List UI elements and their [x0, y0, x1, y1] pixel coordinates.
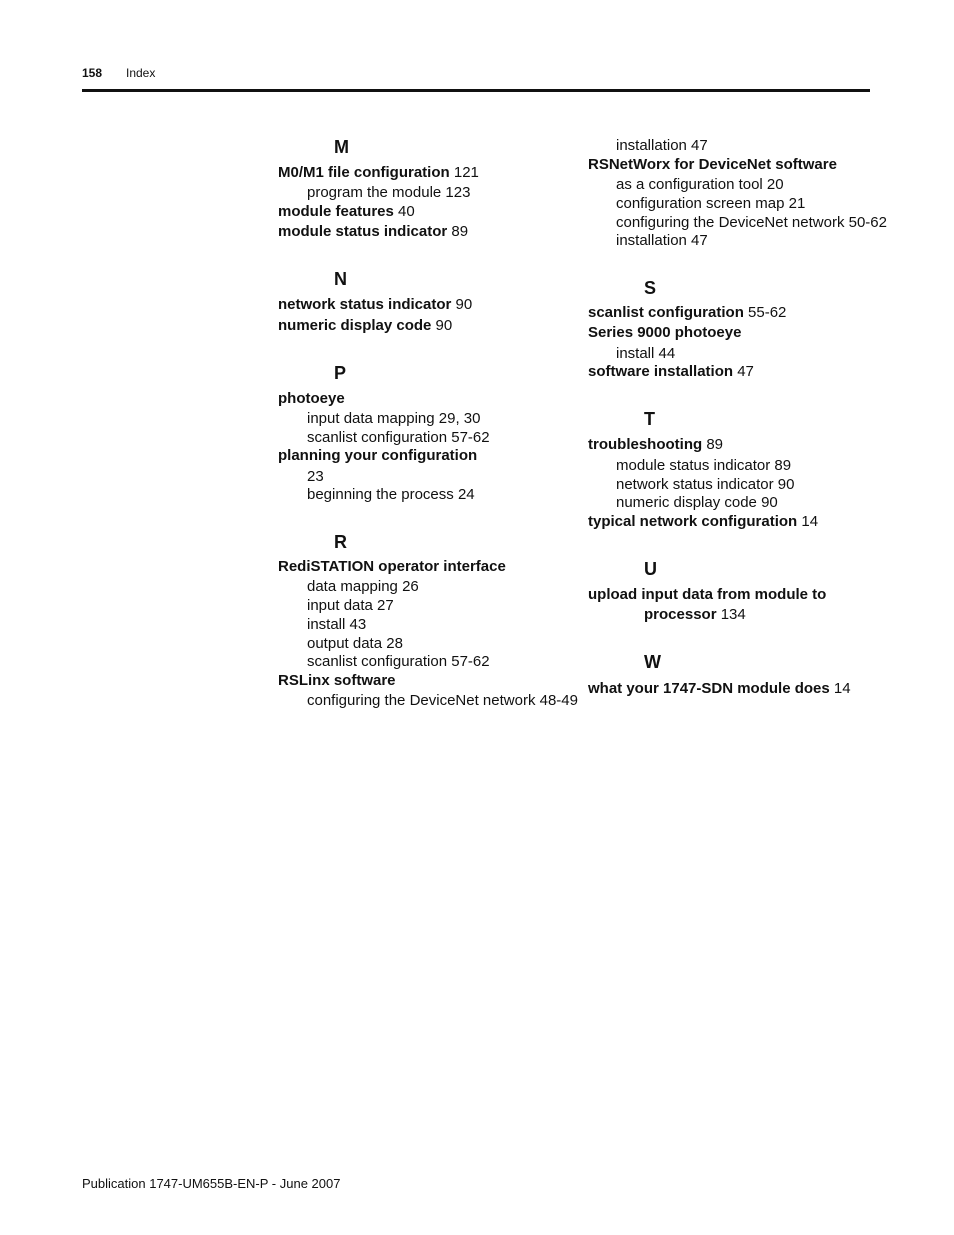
index-subentry: input data 27 — [307, 597, 394, 614]
index-term: scanlist configuration — [588, 304, 744, 321]
index-letter-n: N — [334, 269, 347, 289]
page-header — [82, 66, 870, 82]
index-subentry: installation 47 — [616, 232, 708, 249]
index-letter-m: M — [334, 137, 349, 157]
index-subentry: scanlist configuration 57-62 — [307, 653, 490, 670]
index-subentry: module status indicator 89 — [616, 457, 792, 474]
index-entry — [278, 316, 452, 335]
page-number: 158 — [82, 66, 103, 80]
index-subentry: output data 28 — [307, 635, 403, 652]
index-term: software installation — [588, 363, 734, 380]
header-rule — [82, 89, 870, 92]
index-term: network status indicator — [278, 296, 452, 313]
index-entry — [588, 512, 818, 531]
index-letter-s: S — [644, 278, 657, 298]
index-term: Series 9000 photoeye — [588, 324, 742, 341]
index-term: module status indicator — [278, 223, 448, 240]
index-subentry: install 43 — [307, 616, 367, 633]
index-entry — [278, 222, 468, 241]
index-term: RSLinx software — [278, 672, 396, 689]
index-subentry: configuration screen map 21 — [616, 195, 806, 212]
index-entry — [278, 163, 479, 182]
index-entry — [278, 202, 415, 221]
index-subentry: install 44 — [616, 345, 676, 362]
index-subentry: configuring the DeviceNet network 48-49 — [307, 692, 578, 709]
index-term: typical network configuration — [588, 513, 798, 530]
index-subentry: input data mapping 29, 30 — [307, 410, 481, 427]
index-subentry: network status indicator 90 — [616, 476, 795, 493]
index-term: troubleshooting — [588, 436, 703, 453]
index-subentry: scanlist configuration 57-62 — [307, 429, 490, 446]
index-letter-p: P — [334, 363, 347, 383]
index-term: RSNetWorx for DeviceNet software — [588, 156, 837, 173]
index-term: what your 1747-SDN module does — [588, 680, 830, 697]
index-term: planning your configuration — [278, 447, 478, 464]
footer-publication: Publication 1747-UM655B-EN-P - June 2007 — [82, 1176, 341, 1191]
index-term: module features — [278, 203, 394, 220]
running-head-section: Index — [126, 66, 156, 80]
index-pages: 90 — [451, 296, 473, 313]
index-pages: 55-62 — [743, 304, 787, 321]
index-term: upload input data from module to — [588, 586, 827, 603]
index-pages: 47 — [733, 363, 754, 380]
index-entry — [588, 435, 723, 454]
index-term: RediSTATION operator interface — [278, 558, 506, 575]
index-term: processor — [644, 606, 717, 623]
index-entry — [588, 362, 754, 381]
index-term: numeric display code — [278, 317, 432, 334]
index-letter-t: T — [644, 409, 655, 429]
index-term: M0/M1 file configuration — [278, 164, 450, 181]
index-subentry: configuring the DeviceNet network 50-62 — [616, 214, 887, 231]
index-pages: 23 — [307, 468, 324, 485]
index-term: photoeye — [278, 390, 345, 407]
index-subentry: numeric display code 90 — [616, 494, 778, 511]
index-pages: 14 — [797, 513, 819, 530]
index-entry — [278, 295, 472, 314]
index-subentry: program the module 123 — [307, 184, 471, 201]
index-entry — [588, 679, 851, 698]
index-pages: 121 — [449, 164, 479, 181]
index-subentry: installation 47 — [616, 137, 708, 154]
index-entry — [588, 303, 786, 322]
index-letter-r: R — [334, 532, 347, 552]
index-pages: 90 — [431, 317, 453, 334]
index-letter-u: U — [644, 559, 657, 579]
index-pages: 89 — [447, 223, 469, 240]
index-subentry: beginning the process 24 — [307, 486, 475, 503]
index-pages: 14 — [829, 680, 851, 697]
index-subentry: data mapping 26 — [307, 578, 419, 595]
index-entry — [644, 605, 746, 624]
index-pages: 89 — [702, 436, 724, 453]
index-pages: 134 — [716, 606, 746, 623]
index-pages: 40 — [393, 203, 415, 220]
index-letter-w: W — [644, 652, 661, 672]
index-subentry: as a configuration tool 20 — [616, 176, 784, 193]
